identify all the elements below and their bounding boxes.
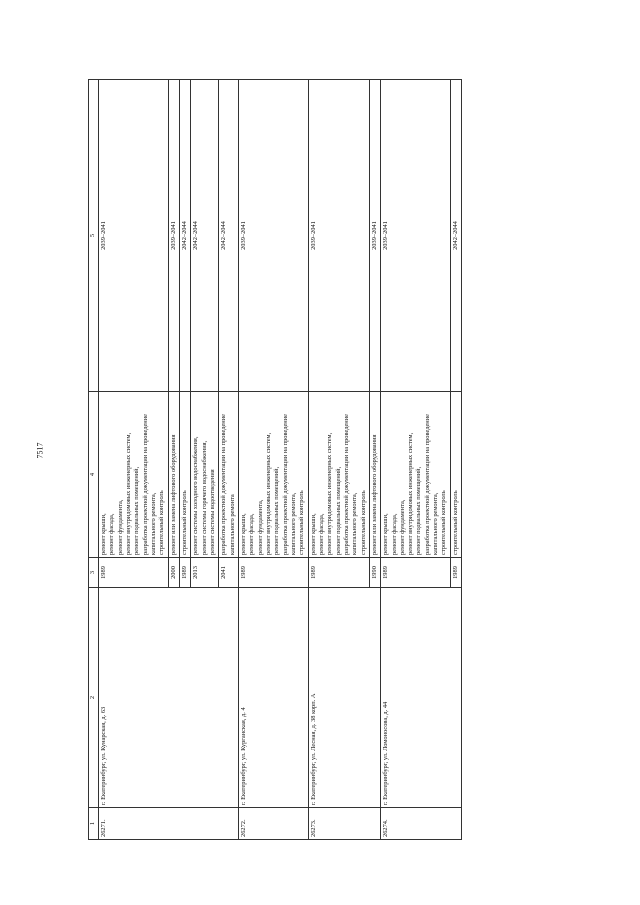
year-cell: 1990	[369, 558, 380, 588]
column-header: 1	[89, 808, 99, 840]
work-type-cell: ремонт или замена лифтового оборудования	[369, 392, 380, 558]
year-cell: 1989	[238, 558, 308, 588]
page-number: 7517	[35, 442, 45, 459]
year-cell: 1989	[381, 558, 451, 588]
row-number-cell: 26272.	[238, 808, 308, 840]
column-header: 4	[89, 392, 99, 558]
year-cell: 2013	[191, 558, 219, 588]
period-cell: 2039–2041	[369, 80, 380, 392]
address-cell: г. Екатеринбург, ул. Лесная, д. 38 корп. А	[308, 588, 381, 808]
period-cell: 2039–2041	[168, 80, 179, 392]
table-row	[99, 80, 169, 840]
row-number-cell: 26273.	[308, 808, 381, 840]
year-cell: 1989	[179, 558, 190, 588]
column-header: 3	[89, 558, 99, 588]
period-cell: 2042–2044	[191, 80, 219, 392]
work-type-cell: разработка проектной документации на проведение капитального ремонта	[219, 392, 239, 558]
year-cell: 1989	[99, 558, 169, 588]
work-type-cell: ремонт крыши, ремонт фасада, ремонт фундамента, ремонт внутридомовых инженерных систем, ремонт подвальных помещений, разработка проектной документации на проведение капитального ремонта, строительный контроль	[99, 392, 169, 558]
period-cell: 2042–2044	[450, 80, 461, 392]
year-cell: 1989	[308, 558, 369, 588]
address-cell: г. Екатеринбург, ул. Кунарская, д. 63	[99, 588, 239, 808]
address-cell: г. Екатеринбург, ул. Курганская, д. 4	[238, 588, 308, 808]
column-header: 5	[89, 80, 99, 392]
work-type-cell: ремонт системы холодного водоснабжения, ремонт системы горячего водоснабжения, ремонт системы водоотведения	[191, 392, 219, 558]
repair-schedule-table	[88, 79, 462, 840]
work-type-cell: ремонт или замена лифтового оборудования	[168, 392, 179, 558]
column-header: 2	[89, 588, 99, 808]
work-type-cell: ремонт крыши, ремонт фасада, ремонт фундамента, ремонт внутридомовых инженерных систем, ремонт подвальных помещений, разработка проектной документации на проведение капитального ремонта, строительный контроль	[238, 392, 308, 558]
table-row	[238, 80, 308, 840]
table-row	[308, 80, 369, 840]
work-type-cell: строительный контроль	[179, 392, 190, 558]
period-cell: 2042–2044	[219, 80, 239, 392]
year-cell: 2000	[168, 558, 179, 588]
work-type-cell: строительный контроль	[450, 392, 461, 558]
work-type-cell: ремонт крыши, ремонт фасада, ремонт фундамента, ремонт внутридомовых инженерных систем, ремонт подвальных помещений, разработка проектной документации на проведение капитального ремонта, строительный контроль	[381, 392, 451, 558]
row-number-cell: 26271.	[99, 808, 239, 840]
period-cell: 2039–2041	[238, 80, 308, 392]
work-type-cell: ремонт крыши, ремонт фасада, ремонт внутридомовых инженерных систем, ремонт подвальных помещений, разработка проектной документации на проведение капитального ремонта, строительный контроль	[308, 392, 369, 558]
period-cell: 2039–2041	[381, 80, 451, 392]
period-cell: 2039–2041	[99, 80, 169, 392]
period-cell: 2042–2044	[179, 80, 190, 392]
period-cell: 2039–2041	[308, 80, 369, 392]
year-cell: 1989	[450, 558, 461, 588]
column-numbers-row	[89, 80, 99, 840]
year-cell: 2041	[219, 558, 239, 588]
table-row	[381, 80, 451, 840]
rotated-table-container	[88, 80, 606, 840]
row-number-cell: 26274.	[381, 808, 462, 840]
address-cell: г. Екатеринбург, ул. Ломоносова, д. 44	[381, 588, 462, 808]
